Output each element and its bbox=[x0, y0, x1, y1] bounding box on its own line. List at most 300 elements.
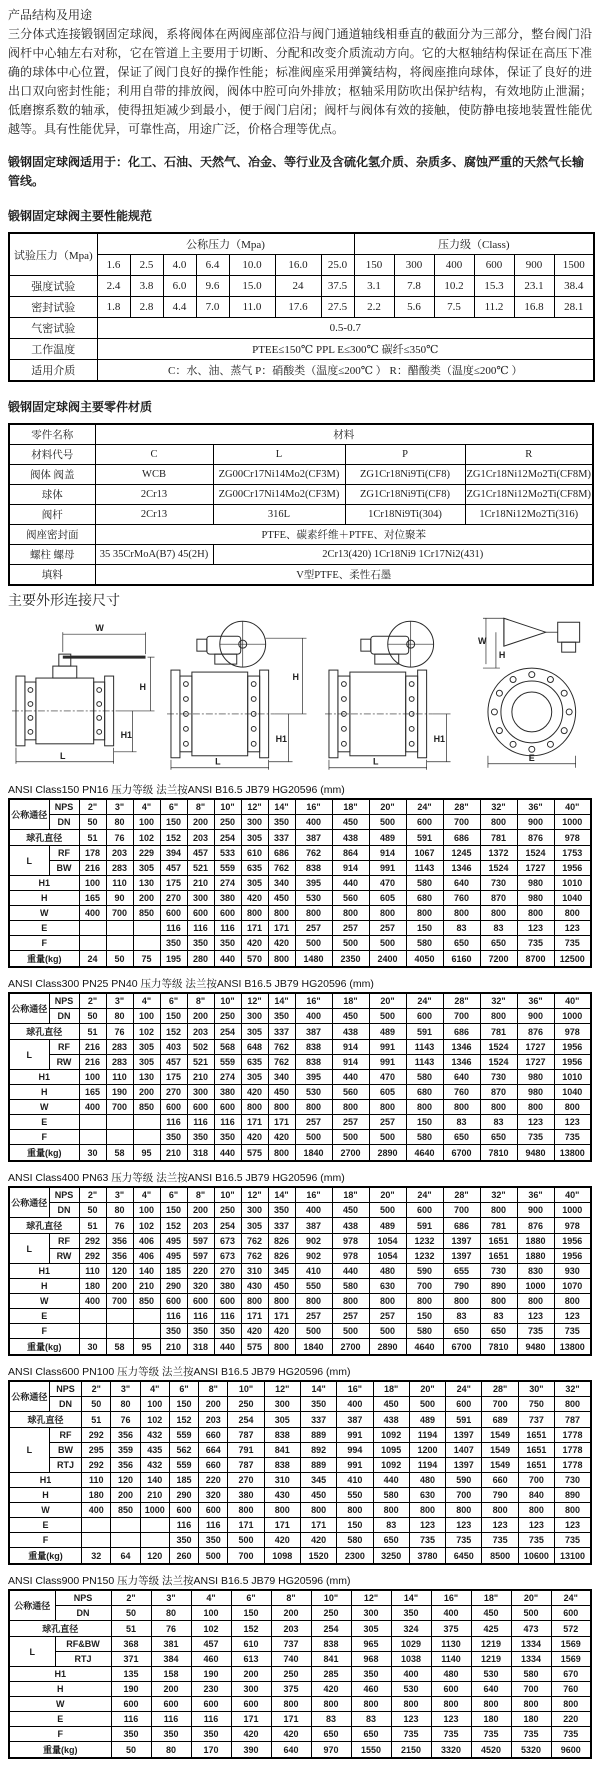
table-row bbox=[9, 1443, 591, 1458]
table-cell: 800 bbox=[295, 1294, 332, 1309]
table-cell: 8" bbox=[187, 993, 214, 1009]
table-cell: 345 bbox=[300, 1473, 336, 1488]
table-cell: 1397 bbox=[446, 1458, 482, 1473]
table-cell: 790 bbox=[443, 1279, 480, 1294]
table-cell: 800 bbox=[271, 1697, 311, 1712]
table-row bbox=[9, 1590, 591, 1606]
table-cell: 6" bbox=[160, 993, 187, 1009]
table-cell: 球孔直径 bbox=[9, 1218, 79, 1234]
table-cell: 340 bbox=[268, 876, 295, 891]
table-cell: 800 bbox=[332, 906, 369, 921]
table-cell: 283 bbox=[106, 1040, 133, 1055]
table-cell: 640 bbox=[443, 1070, 480, 1085]
table-cell: 356 bbox=[106, 1234, 133, 1249]
table-cell: 425 bbox=[471, 1621, 511, 1637]
table-cell: E bbox=[9, 1518, 82, 1533]
table-row bbox=[9, 1458, 591, 1473]
table-cell: 250 bbox=[214, 1203, 241, 1218]
table-cell: 2.4 bbox=[97, 276, 130, 297]
table-cell: 800 bbox=[554, 906, 591, 921]
table-cell: 16.8 bbox=[514, 297, 554, 318]
table-row bbox=[9, 525, 593, 545]
table-cell: PTFE、碳素纤维＋PTFE、对位聚苯 bbox=[95, 525, 593, 545]
table-cell: 978 bbox=[554, 1218, 591, 1234]
table-cell: 116 bbox=[160, 1115, 187, 1130]
table-cell: 489 bbox=[369, 830, 406, 846]
table-cell: 800 bbox=[268, 1339, 295, 1356]
table-cell: 110 bbox=[82, 1473, 111, 1488]
table-cell: 800 bbox=[443, 1294, 480, 1309]
table-cell: 15.0 bbox=[229, 276, 275, 297]
table-row bbox=[9, 1115, 591, 1130]
table-cell: 1143 bbox=[406, 861, 443, 876]
table-cell: 6" bbox=[160, 1187, 187, 1203]
table-cell: 356 bbox=[106, 1249, 133, 1264]
table-cell: 300 bbox=[231, 1682, 271, 1697]
table-cell: 450 bbox=[332, 1203, 369, 1218]
table-cell: 673 bbox=[214, 1249, 241, 1264]
table-cell: 600 bbox=[406, 1009, 443, 1024]
table-cell: 14" bbox=[391, 1590, 431, 1606]
table-cell: 991 bbox=[369, 1040, 406, 1055]
table-cell: RW bbox=[49, 1055, 79, 1070]
table-cell: 380 bbox=[214, 1085, 241, 1100]
table-cell: 1372 bbox=[480, 846, 517, 861]
table-cell: ZG1Cr18Ni12Mo2Ti(CF8M) bbox=[465, 485, 593, 505]
table-cell: 130 bbox=[133, 876, 160, 891]
table-cell: 200 bbox=[151, 1682, 191, 1697]
table-cell: 58 bbox=[106, 1339, 133, 1356]
table-cell: 800 bbox=[518, 1503, 554, 1518]
table-cell: 600 bbox=[551, 1606, 591, 1621]
table-cell: 530 bbox=[391, 1682, 431, 1697]
table-cell: 阀座密封面 bbox=[9, 525, 95, 545]
table-cell: 406 bbox=[133, 1234, 160, 1249]
table-cell: 270 bbox=[228, 1473, 264, 1488]
table-cell: 重量(kg) bbox=[9, 951, 79, 968]
table-row bbox=[9, 1503, 591, 1518]
table-cell: 380 bbox=[228, 1488, 264, 1503]
table-cell: 9480 bbox=[517, 1145, 554, 1162]
table-cell: 216 bbox=[79, 861, 106, 876]
table-cell: 870 bbox=[480, 891, 517, 906]
table-cell: 16" bbox=[295, 1187, 332, 1203]
table-cell: 1651 bbox=[518, 1428, 554, 1443]
table-cell: 257 bbox=[332, 1115, 369, 1130]
table-row bbox=[9, 1428, 591, 1443]
table-cell: 450 bbox=[268, 1279, 295, 1294]
table-cell: H bbox=[9, 1279, 79, 1294]
table-cell: 2.8 bbox=[130, 297, 163, 318]
table-cell bbox=[140, 1518, 169, 1533]
table-cell: 800 bbox=[351, 1697, 391, 1712]
table-cell: 480 bbox=[431, 1667, 471, 1682]
table-cell: 387 bbox=[295, 830, 332, 846]
table-cell bbox=[82, 1533, 111, 1548]
table-cell: 850 bbox=[133, 1294, 160, 1309]
table-cell: DN bbox=[55, 1606, 111, 1621]
table-cell: 1549 bbox=[482, 1428, 518, 1443]
table-cell: 400 bbox=[79, 906, 106, 921]
table-row bbox=[9, 276, 594, 297]
table-cell: 102 bbox=[133, 830, 160, 846]
table-cell: 公称通径 bbox=[9, 1590, 55, 1621]
table-cell: 686 bbox=[443, 830, 480, 846]
table-cell: 1651 bbox=[480, 1234, 517, 1249]
table-cell: 850 bbox=[133, 906, 160, 921]
table-cell: 320 bbox=[199, 1488, 228, 1503]
table-cell: 1651 bbox=[480, 1249, 517, 1264]
table-cell: 100 bbox=[133, 1009, 160, 1024]
table-cell: 686 bbox=[443, 1024, 480, 1040]
table-cell: 600 bbox=[169, 1503, 198, 1518]
table-cell: 254 bbox=[214, 830, 241, 846]
table-cell: 980 bbox=[517, 1070, 554, 1085]
table-cell: 914 bbox=[369, 846, 406, 861]
table-cell bbox=[140, 1533, 169, 1548]
table-cell: 800 bbox=[295, 1100, 332, 1115]
table-cell: 270 bbox=[214, 1264, 241, 1279]
table-cell: 1000 bbox=[554, 815, 591, 830]
table-cell: 1054 bbox=[369, 1234, 406, 1249]
table-cell: 800 bbox=[406, 906, 443, 921]
table-cell: 800 bbox=[241, 1100, 268, 1115]
table-cell: 410 bbox=[295, 1264, 332, 1279]
dim-label-h1: H1 bbox=[276, 733, 288, 744]
table-cell: 380 bbox=[214, 891, 241, 906]
table-cell: 152 bbox=[160, 830, 187, 846]
table-cell: 100 bbox=[79, 1070, 106, 1085]
table-cell: 1070 bbox=[554, 1279, 591, 1294]
table-cell: 1200 bbox=[409, 1443, 445, 1458]
table-cell: 9600 bbox=[551, 1742, 591, 1759]
table-cell: 180 bbox=[82, 1488, 111, 1503]
table-cell: 12" bbox=[241, 993, 268, 1009]
table-cell: 1956 bbox=[554, 861, 591, 876]
table-cell: 420 bbox=[311, 1682, 351, 1697]
table-cell: 371 bbox=[111, 1652, 151, 1667]
table-cell: 20" bbox=[369, 799, 406, 815]
table-cell: 650 bbox=[373, 1533, 409, 1548]
table-cell: 800 bbox=[268, 906, 295, 921]
table-cell: 892 bbox=[300, 1443, 336, 1458]
table-cell: 870 bbox=[480, 1085, 517, 1100]
table-cell: 600 bbox=[160, 1100, 187, 1115]
table-cell: 591 bbox=[446, 1412, 482, 1428]
table-cell: E bbox=[9, 1309, 79, 1324]
table-cell: 500 bbox=[199, 1548, 228, 1565]
table-cell: 600 bbox=[214, 1100, 241, 1115]
table-cell: 450 bbox=[268, 1085, 295, 1100]
table-cell: 100 bbox=[191, 1606, 231, 1621]
table-cell: 2" bbox=[111, 1590, 151, 1606]
table-cell: 830 bbox=[517, 1264, 554, 1279]
table-row bbox=[9, 799, 591, 815]
table-cell: 800 bbox=[337, 1503, 373, 1518]
table-cell: 1956 bbox=[554, 1055, 591, 1070]
table-cell: 203 bbox=[187, 1024, 214, 1040]
table-cell: 123 bbox=[446, 1518, 482, 1533]
table-cell: 6.4 bbox=[196, 255, 229, 276]
table-cell: 1092 bbox=[373, 1428, 409, 1443]
table-cell: 740 bbox=[271, 1652, 311, 1667]
table-cell: 9480 bbox=[517, 1339, 554, 1356]
dimension-table bbox=[8, 992, 592, 1162]
table-row bbox=[9, 339, 594, 360]
table-cell: 735 bbox=[482, 1533, 518, 1548]
table-cell: 1Cr18Ni9Ti(304) bbox=[345, 505, 465, 525]
table-row bbox=[9, 1009, 591, 1024]
table-cell: 28" bbox=[443, 1187, 480, 1203]
table-cell: 116 bbox=[187, 1115, 214, 1130]
table-cell: 1140 bbox=[431, 1652, 471, 1667]
table-cell: 1194 bbox=[409, 1458, 445, 1473]
table-cell: 438 bbox=[332, 1218, 369, 1234]
table-cell: 32" bbox=[480, 1187, 517, 1203]
table-cell: 800 bbox=[268, 951, 295, 968]
table-cell: 140 bbox=[140, 1473, 169, 1488]
table-cell: 800 bbox=[373, 1503, 409, 1518]
table-cell: 123 bbox=[517, 921, 554, 936]
table-cell: PTEE≤150℃ PPL E≤300℃ 碳纤≤350℃ bbox=[97, 339, 594, 360]
table-cell: 1549 bbox=[482, 1458, 518, 1473]
table-cell: W bbox=[9, 906, 79, 921]
table-cell: 250 bbox=[214, 815, 241, 830]
table-cell: 83 bbox=[443, 1115, 480, 1130]
table-cell: 600 bbox=[187, 906, 214, 921]
table-cell: DN bbox=[49, 1397, 81, 1412]
table-cell: RW bbox=[49, 1249, 79, 1264]
table-row bbox=[9, 846, 591, 861]
table-cell: 350 bbox=[160, 1130, 187, 1145]
table-cell: 83 bbox=[443, 1309, 480, 1324]
table-cell: 14" bbox=[268, 799, 295, 815]
table-cell: 580 bbox=[511, 1667, 551, 1682]
table-row bbox=[9, 891, 591, 906]
table-cell: 6" bbox=[160, 799, 187, 815]
table-row bbox=[9, 1518, 591, 1533]
table-cell: 700 bbox=[518, 1473, 554, 1488]
table-cell: 30 bbox=[79, 1145, 106, 1162]
table-cell: 680 bbox=[406, 891, 443, 906]
table-cell: 材料 bbox=[95, 424, 593, 445]
table-cell: 991 bbox=[369, 1055, 406, 1070]
table-cell: 152 bbox=[231, 1621, 271, 1637]
table-cell: 1143 bbox=[406, 1055, 443, 1070]
table-cell: 473 bbox=[511, 1621, 551, 1637]
table-cell: 257 bbox=[369, 921, 406, 936]
table-cell: 1778 bbox=[555, 1443, 591, 1458]
table-cell: 1500 bbox=[554, 255, 594, 276]
table-cell: 123 bbox=[555, 1518, 591, 1533]
table-cell bbox=[106, 936, 133, 951]
table-cell: 420 bbox=[268, 936, 295, 951]
table-cell: 432 bbox=[140, 1458, 169, 1473]
table-cell: 900 bbox=[517, 815, 554, 830]
table-cell bbox=[133, 936, 160, 951]
table-cell: 3250 bbox=[373, 1548, 409, 1565]
table-cell: 150 bbox=[354, 255, 394, 276]
table-cell: 28" bbox=[443, 799, 480, 815]
table-cell: 8" bbox=[187, 1187, 214, 1203]
table-cell: 800 bbox=[369, 1100, 406, 1115]
table-cell: 650 bbox=[443, 1130, 480, 1145]
table-cell: 600 bbox=[446, 1397, 482, 1412]
table-cell: 重量(kg) bbox=[9, 1339, 79, 1356]
table-cell: 337 bbox=[268, 1024, 295, 1040]
table-cell: 150 bbox=[160, 1009, 187, 1024]
table-cell: 2" bbox=[79, 993, 106, 1009]
table-cell: 610 bbox=[241, 846, 268, 861]
table-cell: 5.6 bbox=[394, 297, 434, 318]
table-cell: 13800 bbox=[554, 1339, 591, 1356]
table-cell: 700 bbox=[443, 1009, 480, 1024]
table-cell: 123 bbox=[554, 1115, 591, 1130]
table-cell: 380 bbox=[214, 1279, 241, 1294]
table-cell: 216 bbox=[79, 1040, 106, 1055]
table-cell: 200 bbox=[187, 1009, 214, 1024]
table-cell: 500 bbox=[295, 1130, 332, 1145]
table-cell: 600 bbox=[214, 1294, 241, 1309]
table-cell: 80 bbox=[106, 1203, 133, 1218]
table-cell: 152 bbox=[160, 1218, 187, 1234]
table-cell: 20" bbox=[409, 1381, 445, 1397]
table-cell: 80 bbox=[151, 1606, 191, 1621]
table-row bbox=[9, 1294, 591, 1309]
table-cell: 80 bbox=[111, 1397, 140, 1412]
table-cell: 559 bbox=[169, 1428, 198, 1443]
table-cell: 1219 bbox=[471, 1637, 511, 1652]
table-cell bbox=[133, 1130, 160, 1145]
table-cell: 51 bbox=[111, 1621, 151, 1637]
table-cell: 890 bbox=[555, 1488, 591, 1503]
table-row bbox=[9, 424, 593, 445]
table-cell bbox=[79, 1309, 106, 1324]
table-cell: 495 bbox=[160, 1249, 187, 1264]
table-cell: 32 bbox=[82, 1548, 111, 1565]
table-cell: 180 bbox=[79, 1279, 106, 1294]
table-cell: 14" bbox=[300, 1381, 336, 1397]
table-cell: 430 bbox=[241, 1279, 268, 1294]
table-cell: 165 bbox=[79, 891, 106, 906]
table-cell: 50 bbox=[106, 951, 133, 968]
table-cell: 760 bbox=[551, 1682, 591, 1697]
table-cell: 420 bbox=[241, 936, 268, 951]
table-cell: 295 bbox=[82, 1443, 111, 1458]
table-cell: 32" bbox=[480, 993, 517, 1009]
table-cell: 1130 bbox=[431, 1637, 471, 1652]
table-cell: 30 bbox=[79, 1339, 106, 1356]
table-cell: 螺柱 螺母 bbox=[9, 545, 95, 565]
table-cell: 1524 bbox=[480, 861, 517, 876]
table-cell: 171 bbox=[228, 1518, 264, 1533]
table-cell: 110 bbox=[106, 876, 133, 891]
table-row bbox=[9, 505, 593, 525]
table-cell: L bbox=[9, 846, 49, 876]
table-cell: 978 bbox=[554, 1024, 591, 1040]
table-cell: 250 bbox=[311, 1606, 351, 1621]
table-cell: 440 bbox=[373, 1473, 409, 1488]
table-cell: 500 bbox=[369, 936, 406, 951]
table-cell: 640 bbox=[443, 876, 480, 891]
table-cell: 914 bbox=[332, 1055, 369, 1070]
table-cell: 521 bbox=[187, 861, 214, 876]
table-cell: 18" bbox=[471, 1590, 511, 1606]
table-cell: 489 bbox=[369, 1024, 406, 1040]
table-cell: 800 bbox=[480, 906, 517, 921]
table-cell: 123 bbox=[409, 1518, 445, 1533]
table-cell: 440 bbox=[332, 1264, 369, 1279]
table-cell: 480 bbox=[409, 1473, 445, 1488]
table-cell: 190 bbox=[106, 1085, 133, 1100]
table-cell: 605 bbox=[369, 1085, 406, 1100]
table-cell: 660 bbox=[482, 1473, 518, 1488]
table-cell: 8700 bbox=[517, 951, 554, 968]
table-cell: 403 bbox=[160, 1040, 187, 1055]
table-cell: 350 bbox=[187, 1324, 214, 1339]
table-cell: RF&BW bbox=[55, 1637, 111, 1652]
table-cell: 350 bbox=[151, 1727, 191, 1742]
table-cell: W bbox=[9, 1697, 111, 1712]
table-cell: 254 bbox=[311, 1621, 351, 1637]
table-cell: 公称通径 bbox=[9, 799, 49, 830]
table-cell: 203 bbox=[199, 1412, 228, 1428]
table-cell: 1956 bbox=[554, 1249, 591, 1264]
table-cell: 球体 bbox=[9, 485, 95, 505]
table-cell: E bbox=[9, 1115, 79, 1130]
table-cell bbox=[79, 1115, 106, 1130]
table-cell: 800 bbox=[443, 1100, 480, 1115]
performance-heading: 锻钢固定球阀主要性能规范 bbox=[8, 209, 153, 223]
table-cell: 500 bbox=[369, 1324, 406, 1339]
table-cell: 18" bbox=[332, 1187, 369, 1203]
table-cell: 1569 bbox=[551, 1637, 591, 1652]
table-cell: 80 bbox=[106, 1009, 133, 1024]
table-cell bbox=[111, 1518, 140, 1533]
table-cell: 16" bbox=[337, 1381, 373, 1397]
table-cell: 23.1 bbox=[514, 276, 554, 297]
table-cell: 球孔直径 bbox=[9, 830, 79, 846]
table-cell: 350 bbox=[187, 936, 214, 951]
table-cell: 980 bbox=[517, 891, 554, 906]
table-cell: 980 bbox=[517, 1085, 554, 1100]
table-cell: 18" bbox=[373, 1381, 409, 1397]
table-cell: 502 bbox=[187, 1040, 214, 1055]
table-cell: 800 bbox=[480, 1100, 517, 1115]
table-cell: 450 bbox=[471, 1606, 511, 1621]
table-cell: 4520 bbox=[471, 1742, 511, 1759]
table-cell: 420 bbox=[241, 1324, 268, 1339]
table-cell: H bbox=[9, 1085, 79, 1100]
table-cell: 203 bbox=[187, 830, 214, 846]
table-cell: 2" bbox=[79, 799, 106, 815]
table-row bbox=[9, 1249, 591, 1264]
table-row bbox=[9, 1100, 591, 1115]
table-cell: 2.5 bbox=[130, 255, 163, 276]
table-cell: 260 bbox=[169, 1548, 198, 1565]
table-cell: 257 bbox=[295, 921, 332, 936]
table-row bbox=[9, 485, 593, 505]
table-cell: 150 bbox=[406, 1309, 443, 1324]
table-cell: 14" bbox=[268, 993, 295, 1009]
table-cell: 1880 bbox=[517, 1249, 554, 1264]
table-cell: 580 bbox=[406, 876, 443, 891]
table-cell: 660 bbox=[199, 1428, 228, 1443]
table-cell: 8" bbox=[199, 1381, 228, 1397]
table-cell: 2700 bbox=[332, 1339, 369, 1356]
table-cell: 387 bbox=[337, 1412, 373, 1428]
table-cell: 12500 bbox=[554, 951, 591, 968]
